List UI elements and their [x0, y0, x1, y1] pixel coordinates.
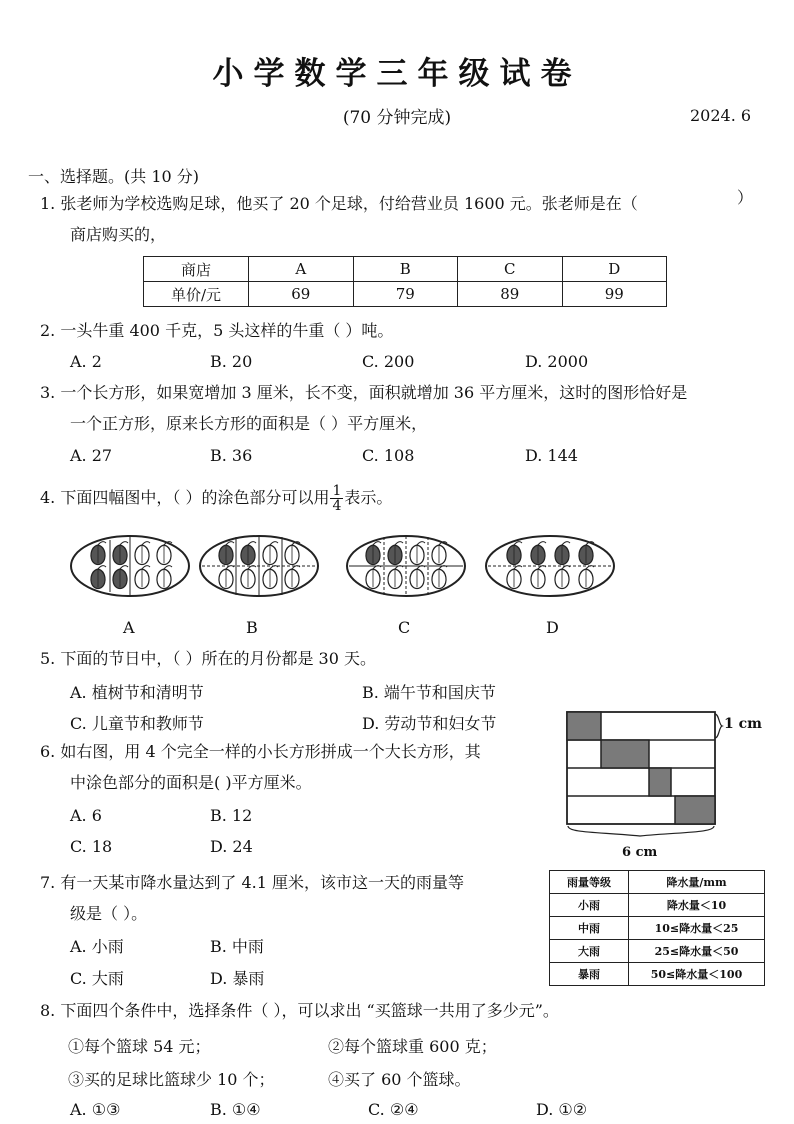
q2-option-d: D. 2000	[525, 352, 589, 371]
q3-option-c: C. 108	[362, 446, 415, 465]
table-row	[550, 940, 765, 963]
q7-line2: 级是（ ）。	[70, 904, 148, 923]
q5-option-c: C. 儿童节和教师节	[70, 714, 204, 733]
table-cell: 79	[353, 282, 458, 307]
fraction-denominator: 4	[332, 498, 342, 514]
table-cell: 50≤降水量＜100	[629, 963, 765, 986]
table-cell: 99	[562, 282, 667, 307]
q6-line1: 6. 如右图，用 4 个完全一样的小长方形拼成一个大长方形，其	[40, 742, 481, 761]
fraction-numerator: 1	[332, 483, 342, 499]
q7-option-d: D. 暴雨	[210, 969, 265, 988]
page-title: 小学数学三年级试卷	[212, 56, 582, 92]
q5-option-d: D. 劳动节和妇女节	[362, 714, 497, 733]
figure-label-a: A	[123, 618, 135, 637]
table-row	[550, 894, 765, 917]
table-row	[144, 282, 667, 307]
table-cell: 商店	[144, 257, 249, 282]
q3-line1: 3. 一个长方形，如果宽增加 3 厘米，长不变，面积就增加 36 平方厘米，这时的图形恰好是	[40, 383, 688, 402]
q6-option-c: C. 18	[70, 837, 113, 856]
q5-option-b: B. 端午节和国庆节	[362, 683, 496, 702]
table-cell: 雨量等级	[550, 871, 629, 894]
q6-option-a: A. 6	[70, 806, 102, 825]
table-cell: 小雨	[550, 894, 629, 917]
q5-text: 5. 下面的节日中，（ ）所在的月份都是 30 天。	[40, 649, 376, 668]
q8-option-a: A. ①③	[70, 1100, 121, 1119]
q6-width-label: 6 cm	[622, 845, 658, 860]
q6-option-b: B. 12	[210, 806, 253, 825]
q8-option-b: B. ①④	[210, 1100, 261, 1119]
table-cell: B	[353, 257, 458, 282]
q2-text: 2. 一头牛重 400 千克，5 头这样的牛重（ ）吨。	[40, 321, 394, 340]
q8-condition-1: ①每个篮球 54 元；	[68, 1037, 211, 1056]
q6-line2: 中涂色部分的面积是( )平方厘米。	[70, 773, 312, 792]
q8-option-d: D. ①②	[536, 1100, 588, 1119]
fraction	[330, 484, 343, 513]
table-cell: 69	[249, 282, 354, 307]
table-cell: 降水量＜10	[629, 894, 765, 917]
table-row	[550, 963, 765, 986]
table-cell: 大雨	[550, 940, 629, 963]
q3-option-a: A. 27	[70, 446, 113, 465]
table-cell: 25≤降水量＜50	[629, 940, 765, 963]
q1-line1: 1. 张老师为学校选购足球，他买了 20 个足球，付给营业员 1600 元。张老师是在（	[40, 194, 638, 213]
exam-date: 2024. 6	[690, 106, 752, 125]
q2-option-b: B. 20	[210, 352, 253, 371]
figure-label-c: C	[398, 618, 411, 637]
q8-condition-3: ③买的足球比篮球少 10 个；	[68, 1070, 275, 1089]
q3-line2: 一个正方形，原来长方形的面积是（ ）平方厘米，	[70, 414, 428, 433]
q4-figures	[0, 530, 794, 600]
q2-option-a: A. 2	[70, 352, 102, 371]
section-heading: 一、选择题。(共 10 分)	[28, 167, 200, 186]
figure-b	[200, 536, 318, 596]
q4-text	[40, 484, 392, 513]
q5-option-a: A. 植树节和清明节	[70, 683, 204, 702]
q8-condition-4: ④买了 60 个篮球。	[328, 1070, 471, 1089]
q2-option-c: C. 200	[362, 352, 415, 371]
figure-label-d: D	[546, 618, 559, 637]
q7-rainfall-table	[549, 870, 765, 986]
figure-c	[347, 536, 465, 596]
figure-d	[486, 536, 614, 596]
q4-text-before: 4. 下面四幅图中，（ ）的涂色部分可以用	[40, 488, 330, 507]
q7-line1: 7. 有一天某市降水量达到了 4.1 厘米，该市这一天的雨量等	[40, 873, 464, 892]
q6-height-label: 1 cm	[724, 716, 762, 732]
q1-bracket: ）	[737, 188, 754, 207]
figure-label-b: B	[246, 618, 258, 637]
table-cell: 中雨	[550, 917, 629, 940]
table-cell: 单价/元	[144, 282, 249, 307]
q7-option-c: C. 大雨	[70, 969, 124, 988]
table-cell: 89	[458, 282, 563, 307]
table-row	[550, 917, 765, 940]
page-subtitle: (70 分钟完成)	[342, 108, 452, 128]
table-cell: 10≤降水量＜25	[629, 917, 765, 940]
q3-option-b: B. 36	[210, 446, 253, 465]
q3-option-d: D. 144	[525, 446, 578, 465]
figure-a	[71, 536, 189, 596]
table-row	[550, 871, 765, 894]
q8-option-c: C. ②④	[368, 1100, 419, 1119]
q6-option-d: D. 24	[210, 837, 253, 856]
q7-option-a: A. 小雨	[70, 937, 124, 956]
q1-price-table	[143, 256, 667, 307]
table-cell: 降水量/mm	[629, 871, 765, 894]
q8-text: 8. 下面四个条件中，选择条件（ ），可以求出 “买篮球一共用了多少元”。	[40, 1001, 559, 1020]
table-row	[144, 257, 667, 282]
q1-line2: 商店购买的，	[70, 225, 167, 244]
table-cell: D	[562, 257, 667, 282]
q4-text-after: 表示。	[344, 488, 393, 507]
table-cell: C	[458, 257, 563, 282]
q8-condition-2: ②每个篮球重 600 克；	[328, 1037, 497, 1056]
table-cell: 暴雨	[550, 963, 629, 986]
table-cell: A	[249, 257, 354, 282]
q7-option-b: B. 中雨	[210, 937, 264, 956]
